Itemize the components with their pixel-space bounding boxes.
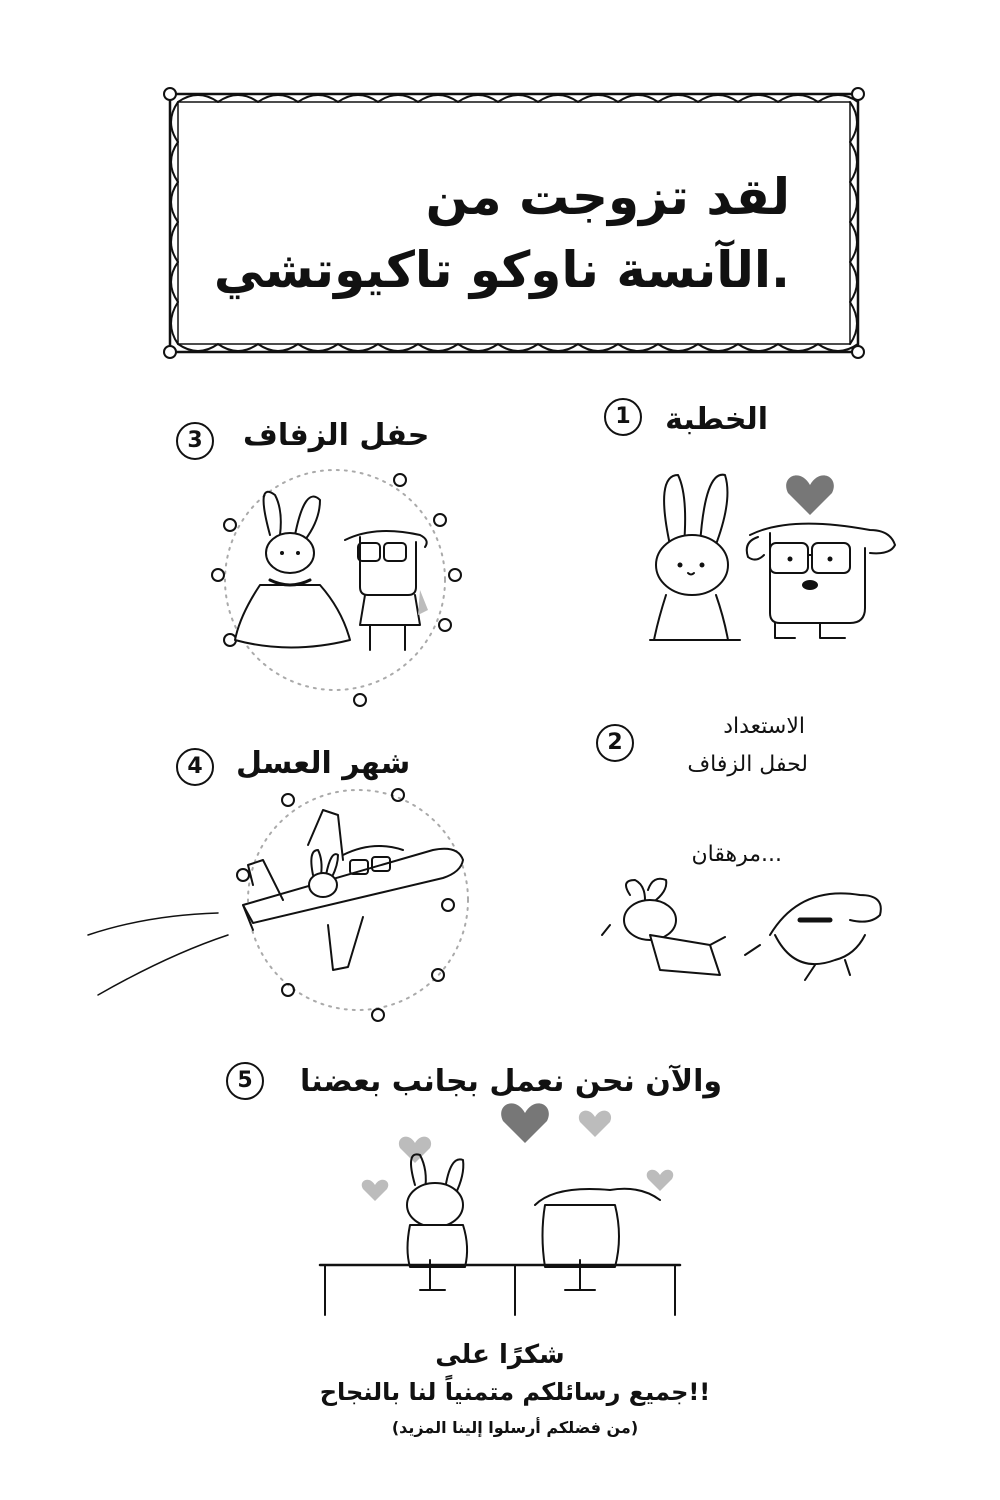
footer-line-3: (من فضلكم أرسلوا إلينا المزيد) <box>391 1418 639 1437</box>
section-4-number: 4 <box>176 748 214 786</box>
section-5-label: والآن نحن نعمل بجانب بعضنا <box>300 1064 723 1099</box>
section-1-label: الخطبة <box>665 402 768 437</box>
section-2-caption: مرهقان... <box>691 842 782 867</box>
section-3-label: حفل الزفاف <box>243 418 430 453</box>
section-5-number: 5 <box>226 1062 264 1100</box>
section-2-number: 2 <box>596 724 634 762</box>
engagement-illustration <box>640 455 900 655</box>
section-2-label-line-2: لحفل الزفاف <box>687 752 808 777</box>
section-3-number: 3 <box>176 422 214 460</box>
honeymoon-plane-illustration <box>88 785 488 1035</box>
title-line-1: لقد تزوجت من <box>425 168 790 226</box>
title-line-2: الآنسة ناوكو تاكيوتشي. <box>213 241 790 299</box>
section-4-label: شهر العسل <box>236 746 411 781</box>
footer-line-2: جميع رسائلكم متمنياً لنا بالنجاح!! <box>319 1378 711 1406</box>
section-2-label-line-1: الاستعداد <box>723 714 805 739</box>
section-1-number: 1 <box>604 398 642 436</box>
footer-line-1: شكرًا على <box>435 1340 565 1370</box>
tired-couple-illustration <box>600 875 900 985</box>
wedding-illustration <box>200 465 470 715</box>
working-together-illustration <box>320 1095 680 1325</box>
